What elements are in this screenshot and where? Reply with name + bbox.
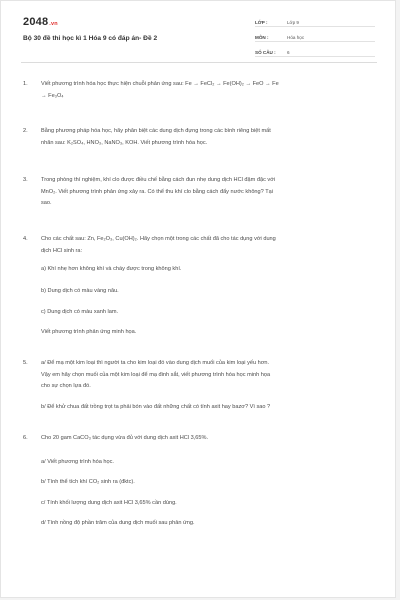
question-line: Trong phòng thí nghiệm, khí clo được điều chế bằng cách đun nhẹ dung dịch HCl đậm đặc với bbox=[41, 177, 276, 183]
question-line: Cho 20 gam CaCO₃ tác dụng vừa đủ với dung dịch axit HCl 3,65%. bbox=[41, 435, 209, 441]
sub-item: c/ Tính khối lượng dung dịch axit HCl 3,65% cần dùng. bbox=[41, 500, 177, 506]
question-line: cho sự chọn lựa đó. bbox=[41, 383, 91, 389]
question-text bbox=[41, 358, 377, 393]
site-logo[interactable] bbox=[23, 16, 58, 28]
question-number: 4. bbox=[23, 236, 28, 242]
question-number: 3. bbox=[23, 177, 28, 183]
document-title: Bộ 30 đề thi học kì 1 Hóa 9 có đáp án- Đề 2 bbox=[23, 35, 158, 42]
meta-label: SỐ CÂU : bbox=[255, 50, 276, 55]
meta-row-count bbox=[255, 44, 375, 57]
question-line: sao. bbox=[41, 200, 52, 206]
sub-item: b/ Để khử chua đất trồng trọt ta phải bón vào đất những chất có tính axit hay bazơ? Vì sao ? bbox=[41, 404, 271, 410]
sub-item: c) Dung dịch có màu xanh lam. bbox=[41, 309, 119, 315]
question-number: 6. bbox=[23, 435, 28, 441]
meta-row-subject bbox=[255, 29, 375, 42]
question-line: Bằng phương pháp hóa học, hãy phân biệt các dung dịch đựng trong các bình riêng biệt mất bbox=[41, 128, 271, 134]
meta-row-class bbox=[255, 14, 375, 27]
sub-item: b) Dung dịch có màu vàng nâu. bbox=[41, 288, 119, 294]
sub-item: d/ Tính nồng độ phần trăm của dung dịch muối sau phản ứng. bbox=[41, 520, 195, 526]
question-line: → Fe₃O₄ bbox=[41, 92, 64, 99]
question-text bbox=[41, 433, 377, 445]
question-text bbox=[41, 175, 377, 210]
question-line: Vậy em hãy chọn muối của một kim loại để mạ đinh sắt, viết phương trình hóa học minh họa bbox=[41, 371, 271, 378]
question-text bbox=[41, 126, 377, 149]
question-line: Viết phương trình hóa học thực hiện chuỗi phản ứng sau: Fe → FeCl₂ → Fe(OH)₂ → FeO → Fe bbox=[41, 81, 279, 87]
sub-item: b/ Tính thể tích khí CO₂ sinh ra (đktc). bbox=[41, 479, 135, 485]
question-text bbox=[41, 79, 377, 102]
logo-text: 2048 bbox=[23, 16, 49, 28]
question-number: 5. bbox=[23, 360, 28, 366]
logo-tld: .vn bbox=[49, 21, 58, 27]
question-line: MnO₂. Viết phương trình phản ứng xảy ra. Có thể thu khí clo bằng cách đẩy nước không? Tại bbox=[41, 188, 273, 195]
sub-item: a/ Viết phương trình hóa học. bbox=[41, 459, 114, 465]
question-line: Cho các chất sau: Zn, Fe₂O₃, Cu(OH)₂. Hãy chọn một trong các chất đã cho tác dụng với dung bbox=[41, 236, 276, 242]
header-divider bbox=[21, 62, 377, 63]
meta-value: Lớp 9 bbox=[287, 20, 299, 25]
meta-value: 6 bbox=[287, 50, 290, 55]
sub-item: a) Khí nhẹ hơn không khí và cháy được trong không khí. bbox=[41, 266, 182, 272]
question-text bbox=[41, 234, 377, 257]
meta-value: Hóa học bbox=[287, 35, 305, 40]
question-number: 1. bbox=[23, 81, 28, 87]
meta-table bbox=[255, 14, 375, 59]
meta-label: LỚP : bbox=[255, 20, 268, 25]
sub-item: Viết phương trình phản ứng minh họa. bbox=[41, 329, 137, 335]
meta-label: MÔN : bbox=[255, 35, 269, 40]
question-line: dịch HCl sinh ra: bbox=[41, 247, 83, 254]
question-line: nhãn sau: K₂SO₄, HNO₃, NaNO₃, KOH. Viết phương trình hóa học. bbox=[41, 139, 208, 146]
question-line: a/ Để mạ một kim loại thì người ta cho kim loại đó vào dung dịch muối của kim loại yếu hơn. bbox=[41, 360, 270, 366]
document-header bbox=[1, 1, 395, 63]
question-number: 2. bbox=[23, 128, 28, 134]
